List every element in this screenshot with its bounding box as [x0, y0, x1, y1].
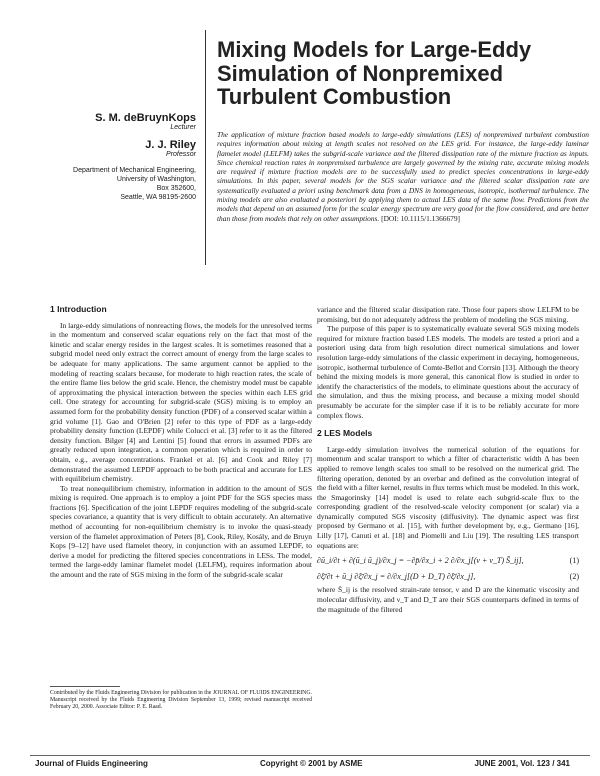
footer-rule [30, 755, 590, 756]
affiliation-line: Department of Mechanical Engineering, [73, 167, 196, 174]
author-role-2: Professor [166, 151, 196, 158]
paragraph: In large-eddy simulations of nonreacting flows, the models for the unresolved terms in the momentum and conserved scalar equations rely on the fact that most of the kinetic and scalar energy resides in the largest scales. It is sometimes reasoned that a subgrid model need only extract the correct amount of energy from the large scales to be adequate for many applications. The same argument cannot be applied to the modeling of reacting scalars because, for moderate to high reaction rates, the scale of the entire flame lies below the grid scale. Hence, the chemistry model must be capable of approximating the physical interaction between the species within each LES grid cell. One strategy for accounting for subgrid-scale (SGS) mixing is to employ an assumed form for the probability density function (PDF) of a conserved scalar within a grid volume [1]. Gao and O'Brien [2] refer to this type of PDF as a large-eddy probability density function (LEPDF) while Colucci et al. [3] refer to it as the filtered density function. Bilger [4] and Lentini [5] found that errors in assumed PDFs are greatly reduced upon integration, a common operation which is required in order to obtain, e.g., average concentrations. Frankel et al. [6] and Cook and Riley [7] demonstrated the assumed LEPDF approach to be both practical and accurate for LES with equilibrium chemistry. [50, 320, 312, 484]
equation-text: ∂ū_i/∂t + ∂(ū_i ū_j)/∂x_j = −∂p̄/∂x_i + 2 ∂/∂x_j[(ν + ν_T) S̄_ij], [317, 556, 524, 566]
footer-copyright: Copyright © 2001 by ASME [260, 759, 363, 768]
equation-text: ∂ξ̄/∂t + ū_j ∂ξ̄/∂x_j = ∂/∂x_j[(D + D_T) ∂ξ̄/∂x_j], [317, 571, 476, 581]
footer-issue: JUNE 2001, Vol. 123 / 341 [474, 759, 570, 768]
paragraph: where S̄_ij is the resolved strain-rate tensor, ν and D are the kinematic viscosity and molecular diffusivity, and ν_T and D_T are their SGS counterparts defined in terms of the magnitude of the filtered [317, 585, 579, 614]
affiliation-line: University of Washington, [116, 176, 196, 183]
affiliation-line: Box 352600, [156, 185, 196, 192]
footer-journal: Journal of Fluids Engineering [35, 759, 148, 768]
paragraph: Large-eddy simulation involves the numerical solution of the equations for momentum and scalar transport to which a filter of characteristic width Δ has been applied to remove length scales too small to be resolved on the numerical grid. The filtering operation, denoted by an overbar and defined as the convolution integral of the field with a filter kernel, results in flux terms which must be modeled. In this work, the Smagorinsky [14] model is used to relate each subgrid-scale flux to the corresponding gradient of the resolved-scale velocity component (or scalar) via a dynamically computed SGS viscosity (diffusivity). The dynamic aspect was first proposed by Germano et al. [15], with further development by, e.g., Germano [16], Lilly [17], Canuti et al. [18] and Piomelli and Liu [19]. The resulting LES transport equations are: [317, 444, 579, 550]
equation-1 [317, 556, 579, 566]
author-name-1: S. M. deBruynKops [95, 112, 196, 124]
author-block [0, 108, 196, 202]
section-heading-introduction: 1 Introduction [50, 304, 107, 314]
paragraph: To treat nonequilibrium chemistry, information in addition to the amount of SGS mixing is required. One approach is to employ a joint PDF for the SGS species mass fractions [6]. Specification of the joint LEPDF requires modeling of the subgrid-scale species covariance, a quantity that is very difficult to obtain accurately. An alternative method of accounting for non-equilibrium chemistry is to invoke the quasi-steady version of the flamelet approximation of Peters [8], Cook, Riley, Kosály, and de Bruyn Kops [9–12] have used flamelet theory, in conjunction with an assumed LEPDF, to derive a model for predicting the filtered species concentrations in LESs. The model, termed the large-eddy laminar flamelet model (LELFM), requires information about the amount and the rate of SGS mixing in the form of the subgrid-scale scalar [50, 483, 312, 580]
footnote-rule [50, 686, 120, 687]
section-heading-les-models: 2 LES Models [317, 428, 373, 439]
left-column [50, 305, 312, 580]
abstract-text: The application of mixture fraction based models to large-eddy simulations (LES) of nonpremixed turbulent combustion requires information about mixing at length scales not resolved on the LES grid. For instance, the large-eddy laminar flamelet model (LELFM) takes the subgrid-scale variance and the filtered dissipation rate of the mixture fraction as inputs. Since chemical reaction rates in nonpremixed turbulence are largely governed by the mixing rate, accurate mixing models are required if mixture fraction models are to be successfully used to predict species concentrations in large-eddy simulations. In this paper, several models for the SGS scalar variance and the filtered scalar dissipation rate are systematically evaluated a priori using benchmark data from a DNS in homogeneous, isotropic, isothermal turbulence. The mixing models are also evaluated a posteriori by applying them to actual LES data of the same flow. Predictions from the models that depend on an assumed form for the scalar energy spectrum are very good for the flow considered, and are better than those from models that rely on other assumptions. [217, 130, 589, 223]
right-column [317, 305, 579, 614]
equation-number: (1) [569, 556, 579, 566]
author-role-1: Lecturer [170, 124, 196, 131]
abstract [217, 130, 589, 223]
author-name-2: J. J. Riley [145, 139, 196, 151]
equation-2 [317, 572, 579, 582]
paragraph: The purpose of this paper is to systematically evaluate several SGS mixing models required for mixture fraction based LES models. The models are tested a priori and a posteriori using data from high resolution direct numerical simulations and lower resolution large-eddy simulations of the classic experiment in decaying, homogeneous, isotropic, isothermal turbulence of Comte-Bellot and Corrsin [13]. Although the theory behind the mixing models is more general, this canonical flow is studied in order to identify the characteristics of the models, to eliminate questions about the accuracy of the simulation, and thus the mixing process, and because a mixing model should presumably be accurate for the simpler case if it is to be reliably accurate for more complex flows. [317, 324, 579, 420]
equation-number: (2) [569, 571, 579, 581]
paper-title: Mixing Models for Large-Eddy Simulation of Nonpremixed Turbulent Combustion [217, 37, 532, 109]
affiliation-line: Seattle, WA 98195-2600 [120, 194, 196, 201]
paragraph: variance and the filtered scalar dissipation rate. Those four papers show LELFM to be promising, but do not adequately address the problem of modeling the SGS mixing. [317, 305, 579, 324]
doi: [DOI: 10.1115/1.1366679] [381, 213, 461, 223]
footnote: Contributed by the Fluids Engineering Division for publication in the JOURNAL OF FLUIDS ENGINEERING. Manuscript received by the Fluids Engineering Division September 13, 1999; revised manuscript received February 20, 2000. Associate Editor: P. E. Raad. [50, 690, 312, 711]
title-rule [205, 30, 206, 265]
